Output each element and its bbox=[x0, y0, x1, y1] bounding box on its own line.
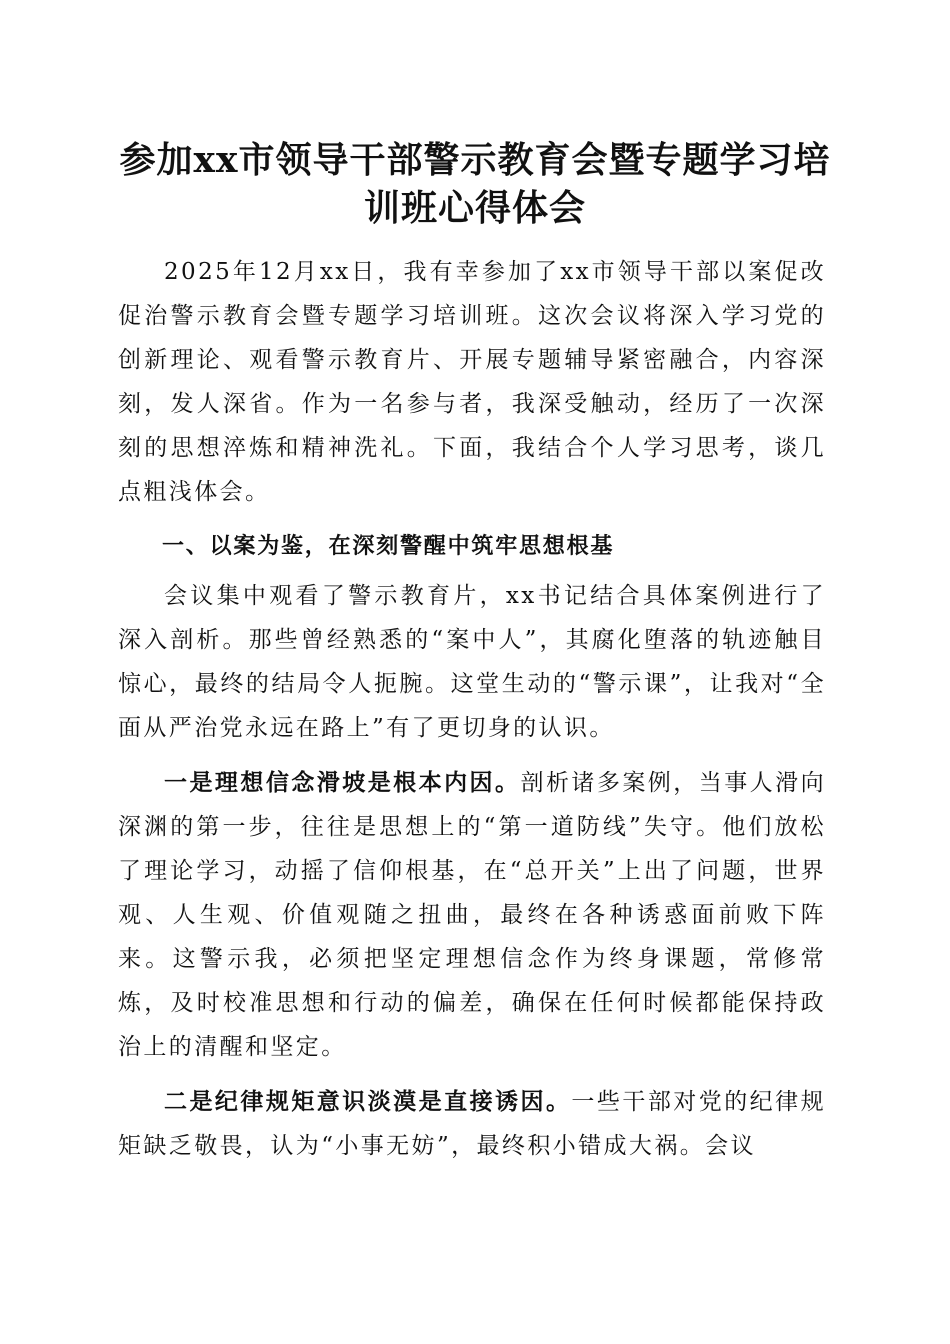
point-1-paragraph bbox=[118, 761, 826, 1069]
point-1-text: 剖析诸多案例，当事人滑向深渊的第一步，往往是思想上的“第一道防线”失守。他们放松了理论学习，动摇了信仰根基，在“总开关”上出了问题，世界观、人生观、价值观随之扭曲，最终在各种诱惑面前败下阵来。这警示我，必须把坚定理想信念作为终身课题，常修常炼，及时校准思想和行动的偏差，确保在任何时候都能保持政治上的清醒和坚定。 bbox=[118, 770, 826, 1060]
document-body bbox=[118, 250, 826, 1179]
point-2-lead: 二是纪律规矩意识淡漠是直接诱因。 bbox=[164, 1088, 572, 1115]
point-2-paragraph bbox=[118, 1080, 826, 1168]
point-2-text: 一些干部对党的纪律规矩缺乏敬畏，认为“小事无妨”，最终积小错成大祸。会议 bbox=[118, 1089, 826, 1159]
section-heading-1: 一、以案为鉴，在深刻警醒中筑牢思想根基 bbox=[162, 534, 615, 559]
point-1-lead: 一是理想信念滑坡是根本内因。 bbox=[164, 769, 521, 796]
section-1-paragraph: 会议集中观看了警示教育片，xx书记结合具体案例进行了深入剖析。那些曾经熟悉的“案中人”，其腐化堕落的轨迹触目惊心，最终的结局令人扼腕。这堂生动的“警示课”，让我对“全面从严治党永远在路上”有了更切身的认识。 bbox=[118, 583, 826, 741]
intro-paragraph: 2025年12月xx日，我有幸参加了xx市领导干部以案促改促治警示教育会暨专题学习培训班。这次会议将深入学习党的创新理论、观看警示教育片、开展专题辅导紧密融合，内容深刻，发人深省。作为一名参与者，我深受触动，经历了一次深刻的思想淬炼和精神洗礼。下面，我结合个人学习思考，谈几点粗浅体会。 bbox=[118, 259, 826, 505]
document-title: 参加xx市领导干部警示教育会暨专题学习培训班心得体会 bbox=[119, 139, 831, 229]
